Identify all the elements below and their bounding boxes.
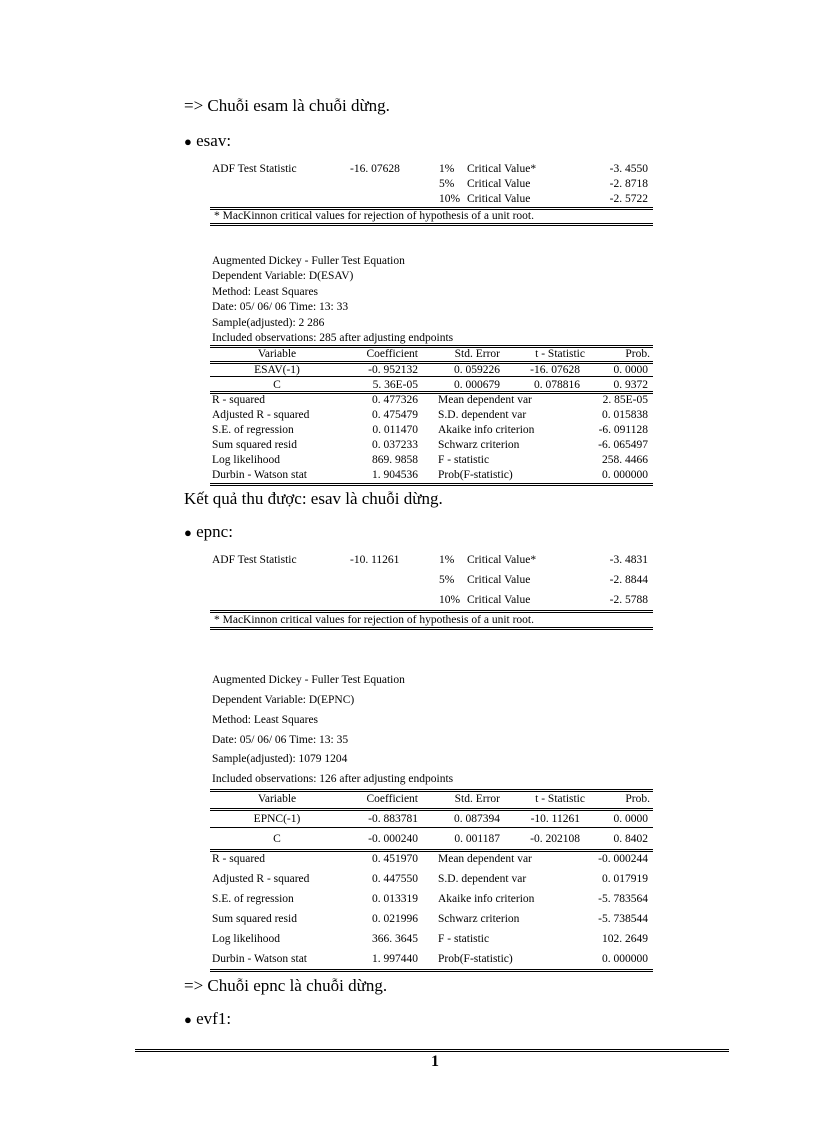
- adf-value: -10. 11261: [350, 554, 400, 566]
- stat-label: Schwarz criterion: [438, 439, 520, 451]
- stat-value: 1. 997440: [372, 953, 418, 965]
- stat-label: Prob(F-statistic): [438, 469, 513, 481]
- stat-value: 0. 000000: [602, 953, 648, 965]
- column-header: Std. Error: [454, 348, 500, 360]
- column-header: Variable: [257, 348, 297, 360]
- stat-label: S.E. of regression: [212, 424, 294, 436]
- stat-value: 0. 011470: [372, 424, 418, 436]
- stat-value: 869. 9858: [372, 454, 418, 466]
- stat-label: S.D. dependent var: [438, 873, 527, 885]
- stat-label: Log likelihood: [212, 933, 281, 945]
- stat-value: 366. 3645: [372, 933, 418, 945]
- table-cell: 0. 9372: [613, 379, 648, 391]
- table-cell: -0. 202108: [530, 833, 580, 845]
- stat-value: 0. 477326: [372, 394, 418, 406]
- crit-value: -2. 5722: [609, 193, 648, 205]
- stat-value: 0. 013319: [372, 893, 418, 905]
- stat-value: 0. 475479: [372, 409, 418, 421]
- stat-label: Akaike info criterion: [438, 893, 535, 905]
- stat-label: Mean dependent var: [438, 853, 532, 865]
- crit-label: Critical Value: [467, 193, 531, 205]
- stat-value: 0. 037233: [372, 439, 418, 451]
- crit-value: -2. 8844: [609, 574, 648, 586]
- rule: [210, 969, 653, 972]
- header-line: Date: 05/ 06/ 06 Time: 13: 35: [212, 734, 349, 746]
- stat-value: -5. 783564: [598, 893, 648, 905]
- header-line: Augmented Dickey - Fuller Test Equation: [212, 255, 405, 267]
- result-esav: Kết quả thu được: esav là chuỗi dừng.: [184, 489, 443, 508]
- stat-label: F - statistic: [438, 454, 490, 466]
- table-cell: -0. 952132: [368, 364, 418, 376]
- table-cell: 0. 001187: [454, 833, 500, 845]
- table-cell: -0. 000240: [368, 833, 418, 845]
- rule: [210, 808, 653, 811]
- table-cell: 0. 0000: [613, 813, 648, 825]
- crit-value: -2. 8718: [609, 178, 648, 190]
- table-cell: 0. 087394: [454, 813, 500, 825]
- header-line: Method: Least Squares: [212, 714, 319, 726]
- crit-value: -3. 4831: [609, 554, 648, 566]
- crit-value: -2. 5788: [609, 594, 648, 606]
- table-cell: -0. 883781: [368, 813, 418, 825]
- rule: [210, 789, 653, 792]
- column-header: Prob.: [625, 348, 650, 360]
- stat-label: Sum squared resid: [212, 913, 297, 925]
- rule: [210, 827, 653, 828]
- crit-label: Critical Value: [467, 594, 531, 606]
- table-cell: ESAV(-1): [254, 364, 300, 376]
- stat-value: 0. 000000: [602, 469, 648, 481]
- crit-level: 1%: [439, 554, 455, 566]
- column-header: t - Statistic: [535, 793, 585, 805]
- adf-value: -16. 07628: [350, 163, 400, 175]
- header-line: Augmented Dickey - Fuller Test Equation: [212, 674, 405, 686]
- table-cell: 5. 36E-05: [372, 379, 418, 391]
- header-line: Dependent Variable: D(EPNC): [212, 694, 355, 706]
- column-header: t - Statistic: [535, 348, 585, 360]
- table-cell: EPNC(-1): [253, 813, 301, 825]
- stat-value: 0. 021996: [372, 913, 418, 925]
- bullet-icon: ●: [184, 525, 192, 540]
- header-line: Included observations: 285 after adjusting endpoints: [212, 332, 454, 344]
- page-number: 1: [431, 1053, 439, 1070]
- stat-label: Durbin - Watson stat: [212, 953, 308, 965]
- stat-label: Prob(F-statistic): [438, 953, 513, 965]
- stat-value: 0. 447550: [372, 873, 418, 885]
- adf-label: ADF Test Statistic: [212, 554, 297, 566]
- crit-level: 5%: [439, 574, 455, 586]
- stat-value: -6. 065497: [598, 439, 648, 451]
- conclusion-esam: => Chuỗi esam là chuỗi dừng.: [184, 96, 390, 115]
- rule: [210, 610, 653, 613]
- section-epnc: [184, 522, 233, 542]
- stat-label: Mean dependent var: [438, 394, 532, 406]
- column-header: Prob.: [625, 793, 650, 805]
- crit-level: 1%: [439, 163, 455, 175]
- rule: [210, 483, 653, 486]
- stat-label: Sum squared resid: [212, 439, 297, 451]
- table-cell: C: [273, 379, 281, 391]
- stat-label: Adjusted R - squared: [212, 873, 310, 885]
- rule: [210, 391, 653, 394]
- table-cell: -10. 11261: [530, 813, 580, 825]
- table-cell: 0. 0000: [613, 364, 648, 376]
- adf-label: ADF Test Statistic: [212, 163, 297, 175]
- rule: [210, 849, 653, 852]
- table-cell: 0. 8402: [613, 833, 648, 845]
- crit-label: Critical Value*: [467, 554, 537, 566]
- stat-value: 2. 85E-05: [602, 394, 648, 406]
- crit-level: 10%: [439, 193, 461, 205]
- crit-label: Critical Value: [467, 178, 531, 190]
- stat-label: Akaike info criterion: [438, 424, 535, 436]
- table-cell: C: [273, 833, 281, 845]
- stat-label: S.E. of regression: [212, 893, 294, 905]
- stat-label: Schwarz criterion: [438, 913, 520, 925]
- mackinnon-note: * MacKinnon critical values for rejection of hypothesis of a unit root.: [214, 210, 534, 222]
- column-header: Variable: [257, 793, 297, 805]
- section-esav: [184, 131, 231, 151]
- stat-label: Adjusted R - squared: [212, 409, 310, 421]
- column-header: Coefficient: [366, 793, 418, 805]
- bullet-icon: ●: [184, 134, 192, 149]
- stat-label: Log likelihood: [212, 454, 281, 466]
- stat-label: R - squared: [212, 394, 266, 406]
- stat-value: 0. 451970: [372, 853, 418, 865]
- bullet-icon: ●: [184, 1012, 192, 1027]
- stat-value: -5. 738544: [598, 913, 648, 925]
- crit-label: Critical Value: [467, 574, 531, 586]
- stat-label: F - statistic: [438, 933, 490, 945]
- rule: [210, 223, 653, 226]
- stat-value: 0. 017919: [602, 873, 648, 885]
- table-cell: 0. 000679: [454, 379, 500, 391]
- rule: [210, 627, 653, 630]
- header-line: Sample(adjusted): 2 286: [212, 317, 325, 329]
- table-cell: -16. 07628: [530, 364, 580, 376]
- header-line: Dependent Variable: D(ESAV): [212, 270, 354, 282]
- stat-value: -6. 091128: [598, 424, 648, 436]
- header-line: Method: Least Squares: [212, 286, 319, 298]
- column-header: Std. Error: [454, 793, 500, 805]
- stat-value: 102. 2649: [602, 933, 648, 945]
- header-line: Date: 05/ 06/ 06 Time: 13: 33: [212, 301, 349, 313]
- section-evf1: [184, 1009, 231, 1029]
- column-header: Coefficient: [366, 348, 418, 360]
- table-cell: 0. 078816: [534, 379, 580, 391]
- stat-value: 1. 904536: [372, 469, 418, 481]
- crit-value: -3. 4550: [609, 163, 648, 175]
- mackinnon-note: * MacKinnon critical values for rejection of hypothesis of a unit root.: [214, 614, 534, 626]
- stat-value: 0. 015838: [602, 409, 648, 421]
- rule: [210, 376, 653, 377]
- table-cell: 0. 059226: [454, 364, 500, 376]
- stat-label: Durbin - Watson stat: [212, 469, 308, 481]
- stat-value: -0. 000244: [598, 853, 648, 865]
- stat-value: 258. 4466: [602, 454, 648, 466]
- crit-level: 10%: [439, 594, 461, 606]
- section-label: epnc:: [196, 522, 233, 541]
- conclusion-epnc: => Chuỗi epnc là chuỗi dừng.: [184, 976, 388, 995]
- stat-label: S.D. dependent var: [438, 409, 527, 421]
- footer-rule: [135, 1049, 729, 1052]
- section-label: esav:: [196, 131, 232, 150]
- stat-label: R - squared: [212, 853, 266, 865]
- header-line: Sample(adjusted): 1079 1204: [212, 753, 348, 765]
- header-line: Included observations: 126 after adjusting endpoints: [212, 773, 454, 785]
- section-label: evf1:: [196, 1009, 232, 1028]
- crit-level: 5%: [439, 178, 455, 190]
- crit-label: Critical Value*: [467, 163, 537, 175]
